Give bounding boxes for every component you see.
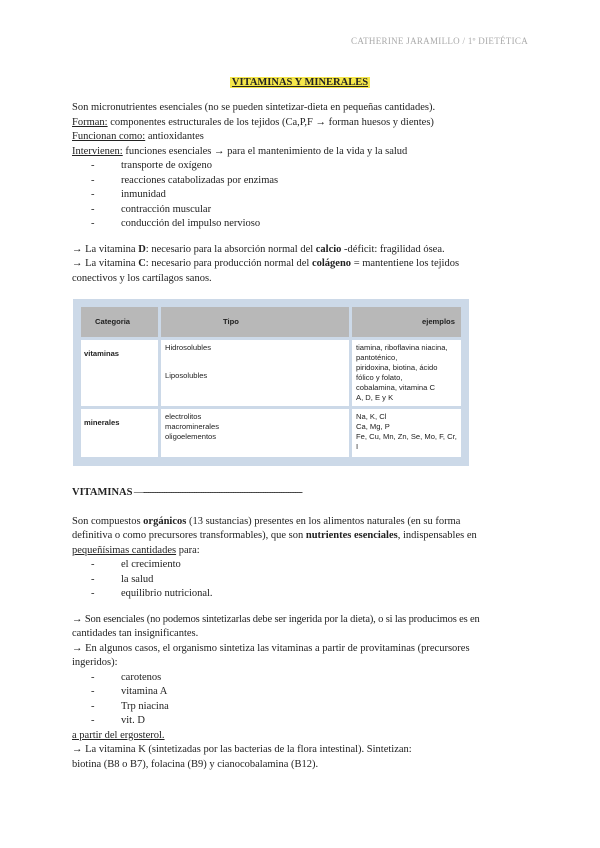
funcionan-label: Funcionan como: xyxy=(72,131,146,142)
page-title: VITAMINAS Y MINERALES xyxy=(231,77,369,88)
table-row xyxy=(81,409,461,457)
tipo-liposolubles: Liposolubles xyxy=(165,371,208,380)
table-row xyxy=(81,340,461,406)
document-body xyxy=(72,101,532,772)
paragraph-line xyxy=(72,529,532,544)
vitamin-c-line-2: conectivos y los cartílagos sanos. xyxy=(72,272,212,284)
vitd-text-3: -déficit: fragilidad ósea. xyxy=(341,243,445,255)
text-span: , indispensables en xyxy=(397,530,477,541)
page-header: CATHERINE JARAMILLO / 1º DIETÉTICA xyxy=(351,36,528,46)
table-header-tipo: Tipo xyxy=(161,307,349,337)
table-cell-tipo xyxy=(161,409,349,457)
list-item: - inmunidad xyxy=(72,188,532,203)
paragraph-line: ingeridos): xyxy=(72,657,118,668)
tipo-line: oligoelementos xyxy=(165,432,217,441)
ejemplo-line: cobalamina, vitamina C xyxy=(356,383,435,392)
vitc-text-2: : necesario para producción normal del xyxy=(145,258,312,269)
tipo-hidrosolubles: Hidrosolubles xyxy=(165,343,212,352)
vitamin-c-line xyxy=(72,257,532,272)
table-cell-category: vitaminas xyxy=(81,340,158,406)
forman-label: Forman: xyxy=(72,116,108,128)
list-item: - equilibrio nutricional. xyxy=(72,587,532,602)
tipo-line: macrominerales xyxy=(165,422,220,431)
ejemplo-line: piridoxina, biotina, ácido fólico y folato, xyxy=(356,363,438,382)
funcionan-text: antioxidantes xyxy=(145,131,204,142)
paragraph-line: biotina (B8 o B7), folacina (B9) y cianocobalamina (B12). xyxy=(72,758,319,770)
vitd-calcio: calcio xyxy=(315,243,342,255)
underline-pequenisimas: pequeñísimas cantidades xyxy=(72,544,177,556)
list-item: - la salud xyxy=(72,573,532,588)
ejemplo-line: Ca, Mg, P xyxy=(356,422,390,431)
ejemplo-line: A, D, E y K xyxy=(356,393,394,402)
section-heading-vitaminas xyxy=(72,486,532,501)
vitamin-d-line xyxy=(72,243,532,258)
section-heading-rule: —--------------------------------------------------------------------- xyxy=(132,487,302,498)
paragraph-line xyxy=(72,515,532,530)
table-header-ejemplos: ejemplos xyxy=(352,307,461,337)
bold-organicos: orgánicos xyxy=(143,515,187,527)
nutrients-table xyxy=(73,299,469,466)
section-heading-text: VITAMINAS xyxy=(72,487,133,498)
paragraph-line: → La vitamina K (sintetizadas por las bacterias de la flora intestinal). Sintetizan: xyxy=(72,744,412,755)
intervienen-line xyxy=(72,145,532,160)
ejemplo-line: Fe, Cu, Mn, Zn, Se, Mo, F, Cr, I xyxy=(356,432,457,451)
vitd-text-1: → La vitamina xyxy=(72,243,139,255)
table-cell-ejemplos xyxy=(352,409,461,457)
list-item: - vitamina A xyxy=(72,685,532,700)
vitd-text-2: : necesario para la absorción normal del xyxy=(145,243,316,255)
list-item: - reacciones catabolizadas por enzimas xyxy=(72,174,532,189)
intervienen-text: funciones esenciales → para el mantenimiento de la vida y la salud xyxy=(122,145,408,157)
intervienen-label: Intervienen: xyxy=(72,145,123,157)
list-item: - transporte de oxígeno xyxy=(72,159,532,174)
text-span: (13 sustancias) presentes en los alimentos naturales (en su forma xyxy=(186,515,461,527)
forman-line xyxy=(72,116,532,131)
table-cell-ejemplos xyxy=(352,340,461,406)
tipo-line: electrolitos xyxy=(165,412,202,421)
text-span: Son compuestos xyxy=(72,515,144,527)
ejemplo-line: tiamina, riboflavina niacina, pantoténico, xyxy=(356,343,448,362)
table-header-categoria: Categoria xyxy=(81,307,158,337)
list-item: - Trp niacina xyxy=(72,700,532,715)
text-span: para: xyxy=(176,544,200,556)
intro-line: Son micronutrientes esenciales (no se pueden sintetizar-dieta en pequeñas cantidades). xyxy=(72,102,436,113)
text-span: definitiva o como precursores transformables), que son xyxy=(72,530,306,541)
forman-text: componentes estructurales de los tejidos (Ca,P,F → forman huesos y dientes) xyxy=(107,116,434,128)
list-item: - vit. D xyxy=(72,714,532,729)
vitc-text-1: → La vitamina xyxy=(72,258,139,269)
list-item: - carotenos xyxy=(72,671,532,686)
table-cell-category: minerales xyxy=(81,409,158,457)
title-wrap xyxy=(0,72,600,90)
bold-nutrientes: nutrientes esenciales xyxy=(305,530,398,541)
funcionan-line xyxy=(72,130,532,145)
paragraph-line: → Son esenciales (no podemos sintetizarlas debe ser ingerida por la dieta), o si las producimos es en xyxy=(72,613,480,625)
list-item: - conducción del impulso nervioso xyxy=(72,217,532,232)
paragraph-line: → En algunos casos, el organismo sintetiza las vitaminas a partir de provitaminas (precursores xyxy=(72,642,470,654)
paragraph-line: cantidades tan insignificantes. xyxy=(72,628,199,639)
ergosterol-line: a partir del ergosterol. xyxy=(72,729,165,741)
vitd-letter: D xyxy=(138,243,146,255)
ejemplo-line: Na, K, Cl xyxy=(356,412,387,421)
paragraph-line xyxy=(72,544,532,559)
vitc-colageno: colágeno xyxy=(311,258,352,269)
vitc-text-3: = mantentiene los tejidos xyxy=(351,258,460,269)
list-item: - el crecimiento xyxy=(72,558,532,573)
table-cell-tipo xyxy=(161,340,349,406)
vitc-letter: C xyxy=(138,258,146,269)
list-item: - contracción muscular xyxy=(72,203,532,218)
